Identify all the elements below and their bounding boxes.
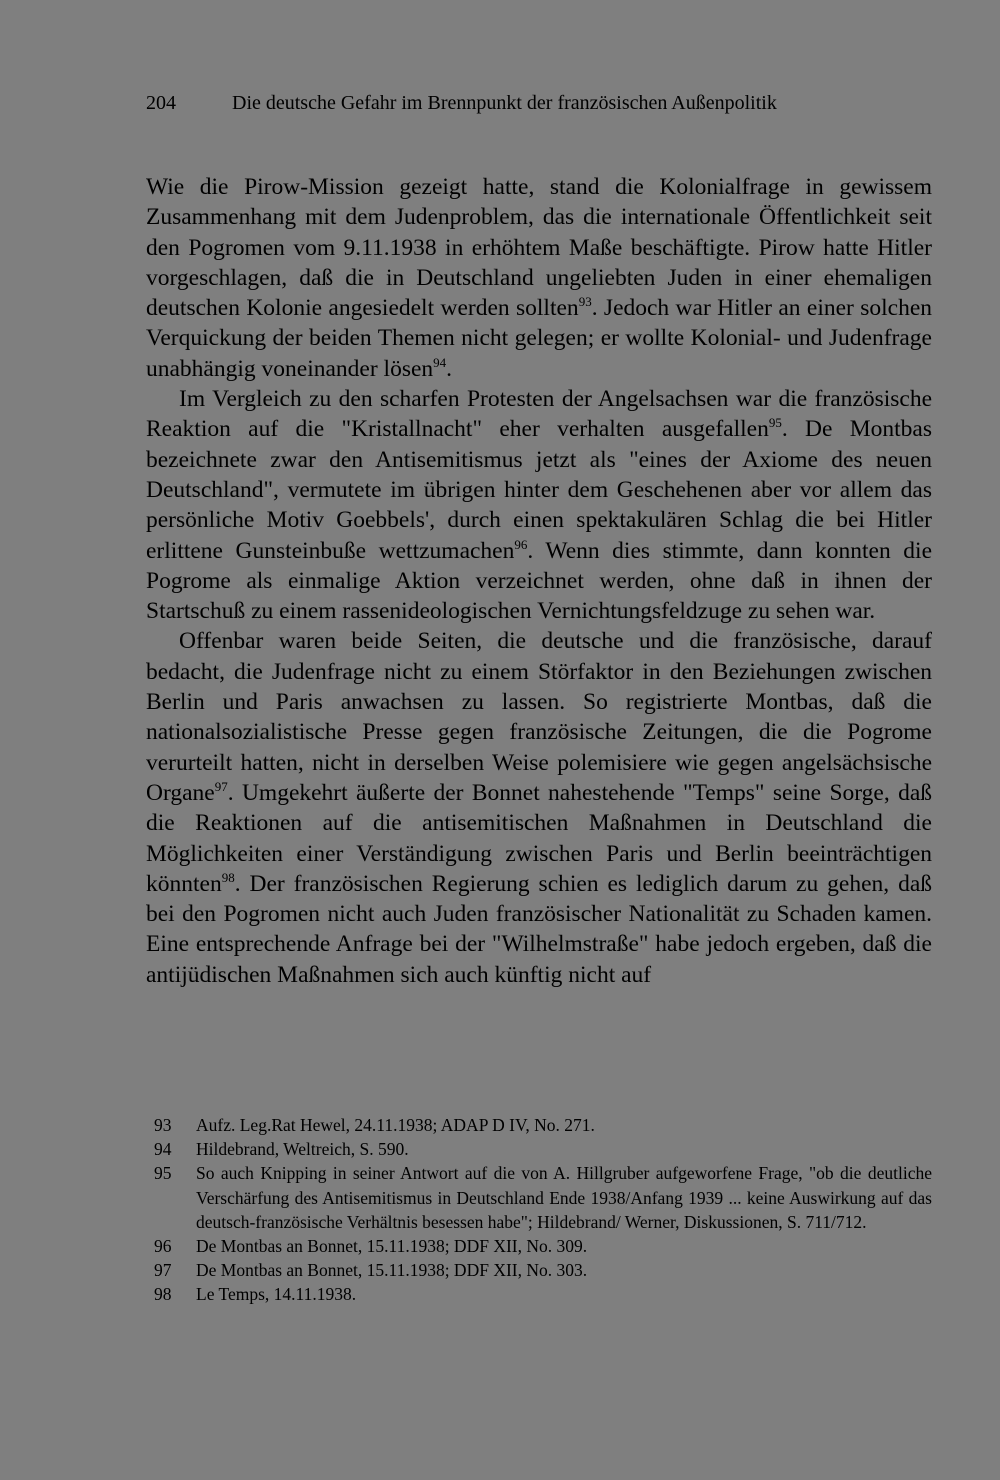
footnote-number: 98 (154, 1284, 172, 1305)
footnote-number: 97 (154, 1260, 172, 1281)
footnote-number: 94 (154, 1139, 172, 1160)
footnote-text: Hildebrand, Weltreich, S. 590. (196, 1139, 409, 1160)
footnote-text: De Montbas an Bonnet, 15.11.1938; DDF XII, No. 303. (196, 1260, 588, 1281)
text-segment: Offenbar waren beide Seiten, die deutsche und die französische, darauf bedacht, die Judenfrage nicht zu einem Störfaktor in den Beziehungen zwischen Berlin und Paris anwachsen zu lassen. So registrierte Montbas, daß die nationalsozialistische Presse gegen französische Zeitungen, die die Pogrome verurteilt hatten, nicht in derselben Weise polemisiere wie gegen angelsächsische Organe (146, 628, 932, 806)
text-segment: Im Vergleich zu den scharfen Protesten der Angelsachsen war die französische Reaktion auf die "Kristallnacht" eher verhalten ausgefallen (146, 386, 932, 443)
footnote-ref: 95 (768, 415, 782, 431)
footnote-number: 96 (154, 1236, 172, 1257)
footnote-text: So auch Knipping in seiner Antwort auf die von A. Hillgruber aufgeworfene Frage, "ob die deutliche Verschärfung des Antisemitismus in Deutschland Ende 1938/Anfang 1939 ... keine Auswirkung auf das deutsch-französische Verhältnis besessen habe"; Hildebrand/ Werner, Diskussionen, S. 711/712. (196, 1163, 932, 1232)
footnote (146, 1258, 932, 1282)
paragraph (146, 172, 932, 384)
paragraph (146, 384, 932, 626)
footnote (146, 1113, 932, 1137)
text-segment: . (446, 355, 453, 382)
body-text (146, 172, 932, 990)
page-number: 204 (146, 92, 176, 114)
footnote (146, 1234, 932, 1258)
footnote-text: Le Temps, 14.11.1938. (196, 1284, 357, 1305)
footnote-number: 93 (154, 1115, 172, 1135)
footnote (146, 1282, 932, 1306)
footnotes (146, 1113, 932, 1307)
footnote-number: 95 (154, 1163, 172, 1184)
footnote-text: De Montbas an Bonnet, 15.11.1938; DDF XII, No. 309. (196, 1236, 588, 1257)
text-segment: . Wenn dies stimmte, dann konnten die Pogrome als einmalige Aktion verzeichnet werden, ohne daß in ihnen der Startschuß zu einem rassenideologischen Vernichtungsfeldzuge zu sehen war. (146, 537, 933, 625)
footnote-ref: 94 (433, 354, 447, 370)
footnote (146, 1137, 932, 1161)
footnote-ref: 96 (514, 536, 528, 552)
footnote-text: Aufz. Leg.Rat Hewel, 24.11.1938; ADAP D IV, No. 271. (196, 1115, 595, 1135)
text-segment: . De Montbas bezeichnete zwar den Antisemitismus jetzt als "eines der Axiome des neuen Deutschland", vermutete im übrigen hinter dem Geschehenen aber vor allem das persönliche Motiv Goebbels', durch einen spektakulären Schlag die bei Hitler erlittene Gunsteinbuße wettzumachen (146, 416, 932, 564)
running-head (146, 90, 906, 116)
text-segment: Wie die Pirow-Mission gezeigt hatte, stand die Kolonialfrage in gewissem Zusammenhang mit dem Judenproblem, das die internationale Öffentlichkeit seit den Pogromen vom 9.11.1938 in erhöhtem Maße beschäftigte. Pirow hatte Hitler vorgeschlagen, daß die in Deutschland ungeliebten Juden in einer ehemaligen deutschen Kolonie angesiedelt werden sollten (146, 174, 932, 322)
footnote-ref: 98 (221, 869, 235, 885)
footnote-ref: 97 (214, 778, 228, 794)
footnote (146, 1161, 932, 1234)
paragraph (146, 626, 932, 990)
footnote-ref: 93 (578, 294, 592, 310)
running-title: Die deutsche Gefahr im Brennpunkt der französischen Außenpolitik (232, 92, 777, 114)
text-segment: . Jedoch war Hitler an einer solchen Verquickung der beiden Themen nicht gelegen; er wollte Kolonial- und Judenfrage unabhängig voneinander lösen (146, 295, 933, 382)
text-segment: . Der französischen Regierung schien es lediglich darum zu gehen, daß bei den Pogromen nicht auch Juden französischer Nationalität zu Schaden kamen. Eine entsprechende Anfrage bei der "Wilhelmstraße" habe jedoch ergeben, daß die antijüdischen Maßnahmen sich auch künftig nicht auf (146, 870, 932, 988)
text-segment: . Umgekehrt äußerte der Bonnet nahestehende "Temps" seine Sorge, daß die Reaktionen auf die antisemitischen Maßnahmen in Deutschland die Möglichkeiten einer Verständigung zwischen Paris und Berlin beeinträchtigen könnten (146, 779, 932, 897)
